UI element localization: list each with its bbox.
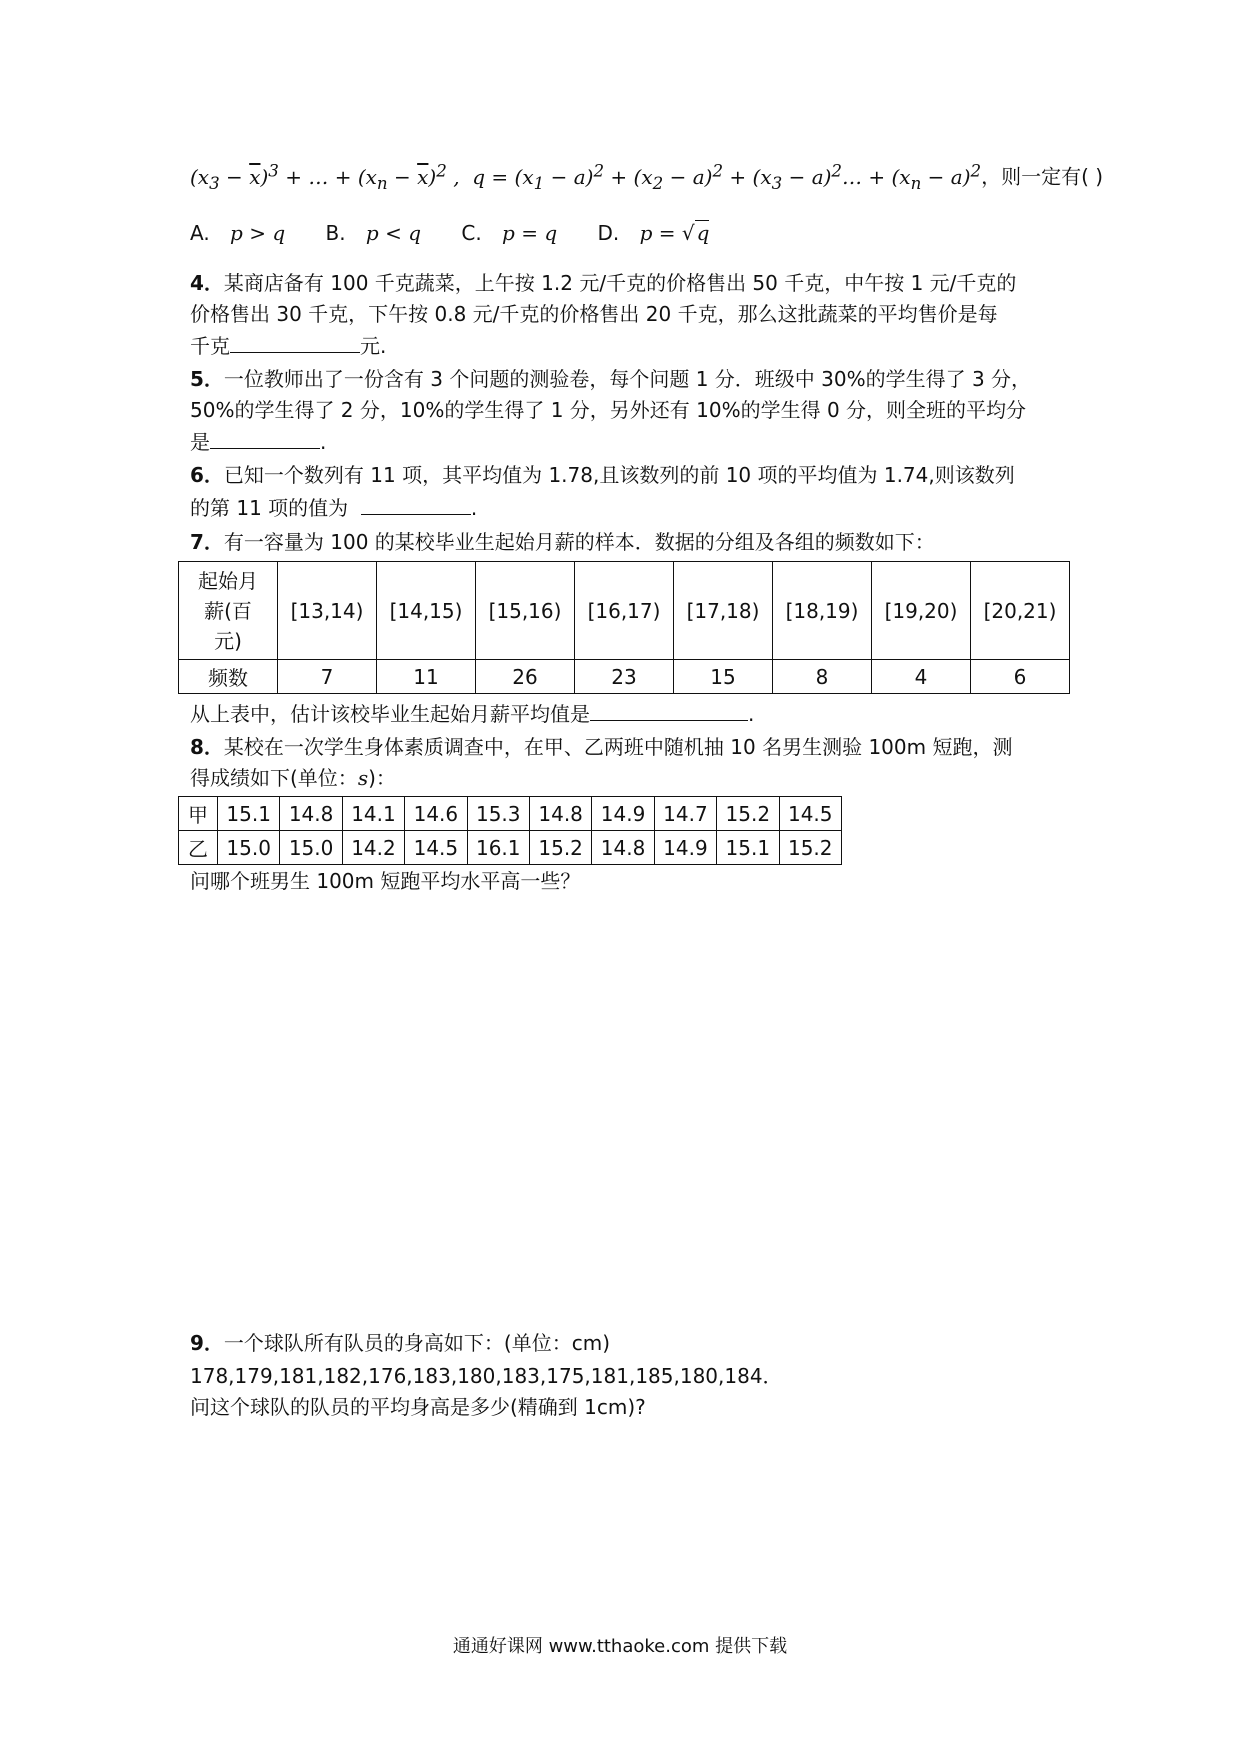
q3-option-d: p = √ q [639,221,710,245]
q6-line2-start: 的第 11 项的值为 [190,496,349,520]
sprint-cell: 16.1 [467,831,529,865]
q4-number: 4． [190,271,224,295]
q5-line3 [190,426,326,457]
sprint-cell: 14.1 [342,797,404,831]
sprint-cell: 14.9 [592,797,654,831]
q9-line3: 问这个球队的队员的平均身高是多少(精确到 1cm)? [190,1395,646,1419]
q8-text-1: 某校在一次学生身体素质调查中，在甲、乙两班中随机抽 10 名男生测验 100m 短跑，测 [223,735,1013,759]
q3-option-c: p = q [502,221,558,245]
q6-answer-blank[interactable] [361,492,471,515]
q7-after-start: 从上表中，估计该校毕业生起始月薪平均值是 [190,702,590,726]
q5-answer-blank[interactable] [210,426,320,449]
interval-cell: [17,18) [674,562,773,660]
q3-option-d-label: D. [597,221,620,245]
sprint-cell: 14.5 [779,797,841,831]
interval-cell: [20,21) [971,562,1070,660]
q5-line3-end: . [320,430,327,454]
salary-interval-row [179,562,1070,660]
q3-formula: $(x_3 - \overline{x})^3$ + … + $(x_n - \overline{x})^2$ , $q = (x_1 - a)^2 + (x_2 - a)^2 + (x_3$ − $a)^2\dots + (x_n - a)^2$ [190,161,982,193]
q9-number: 9． [190,1331,224,1355]
freq-cell: 4 [872,660,971,694]
interval-cell: [16,17) [575,562,674,660]
q8-line1 [190,732,1012,762]
q3-formula-line [190,156,1103,199]
q6-text-1: 已知一个数列有 11 项，其平均值为 1.78,且该数列的前 10 项的平均值为 1.74,则该数列 [223,463,1015,487]
sprint-cell: 14.7 [654,797,716,831]
q3-option-a-label: A. [190,221,210,245]
q3-option-a: p > q [230,221,286,245]
sprint-cell: 14.8 [280,797,342,831]
salary-header-line-2: 薪(百 [204,598,252,623]
interval-cell: [19,20) [872,562,971,660]
freq-cell: 26 [476,660,575,694]
sprint-cell: 14.5 [405,831,467,865]
q3-option-b-label: B. [325,221,346,245]
sprint-cell: 15.0 [280,831,342,865]
salary-freq-row [179,660,1070,694]
freq-cell: 8 [773,660,872,694]
q8-unit: s [357,766,369,790]
freq-cell: 6 [971,660,1070,694]
q6-number: 6． [190,463,224,487]
sprint-cell: 15.3 [467,797,529,831]
salary-header-line-1: 起始月 [198,568,258,593]
q4-line2: 价格售出 30 千克，下午按 0.8 元/千克的价格售出 20 千克，那么这批蔬菜的平均售价是每 [190,302,998,326]
q4-line1 [190,268,1016,298]
q5-line2: 50%的学生得了 2 分，10%的学生得了 1 分，另外还有 10%的学生得 0 分，则全班的平均分 [190,398,1027,422]
q9-line1 [190,1328,610,1358]
interval-cell: [15,16) [476,562,575,660]
q7-after-end: . [748,702,755,726]
q8-number: 8． [190,735,224,759]
q5-line3-start: 是 [190,430,210,454]
salary-header-line-3: 元) [214,628,242,653]
q5-number: 5． [190,367,224,391]
sprint-cell: 15.0 [218,831,280,865]
q3-option-b: p < q [365,221,421,245]
sprint-cell: 15.1 [218,797,280,831]
q9-text-1: 一个球队所有队员的身高如下：(单位：cm) [223,1331,611,1355]
q4-text-1: 某商店备有 100 千克蔬菜，上午按 1.2 元/千克的价格售出 50 千克，中午按 1 元/千克的 [223,271,1017,295]
sprint-cell: 15.2 [779,831,841,865]
interval-cell: [14,15) [377,562,476,660]
freq-cell: 15 [674,660,773,694]
freq-label-cell: 频数 [179,660,278,694]
q4-line3 [190,330,386,361]
sprint-cell: 14.8 [592,831,654,865]
q8-line2-end: )： [368,766,396,790]
freq-cell: 23 [575,660,674,694]
q8-line2-start: 得成绩如下(单位： [190,766,358,790]
q3-options [190,218,709,248]
q4-line3-start: 千克 [190,334,230,358]
q7-line1 [190,527,935,557]
salary-table [178,561,1070,694]
q4-answer-blank[interactable] [230,330,360,353]
q6-line2 [190,492,477,523]
sprint-cell: 14.2 [342,831,404,865]
sprint-row-label: 甲 [179,797,218,831]
q8-question: 问哪个班男生 100m 短跑平均水平高一些？ [190,869,581,893]
q7-answer-blank[interactable] [590,698,748,721]
sprint-cell: 14.9 [654,831,716,865]
sprint-row-label: 乙 [179,831,218,865]
q7-text-1: 有一容量为 100 的某校毕业生起始月薪的样本．数据的分组及各组的频数如下： [223,530,935,554]
page-footer: 通通好课网 www.tthaoke.com 提供下载 [452,1636,788,1657]
sprint-cell: 15.1 [717,831,779,865]
sprint-row-yi [179,831,842,865]
interval-cell: [13,14) [278,562,377,660]
q5-line1 [190,364,1031,394]
sprint-row-jia [179,797,842,831]
freq-cell: 11 [377,660,476,694]
sprint-cell: 14.8 [529,797,591,831]
q3-tail: ，则一定有( ) [981,164,1104,189]
q4-line3-end: 元. [360,334,387,358]
sprint-cell: 15.2 [717,797,779,831]
interval-cell: [18,19) [773,562,872,660]
q7-number: 7． [190,530,224,554]
q7-after [190,698,754,729]
freq-cell: 7 [278,660,377,694]
salary-header-cell [179,562,278,660]
q9-line2: 178,179,181,182,176,183,180,183,175,181,185,180,184． [190,1364,783,1388]
q5-text-1: 一位教师出了一份含有 3 个问题的测验卷，每个问题 1 分．班级中 30%的学生得了 3 分， [223,367,1032,391]
q6-line1 [190,460,1015,490]
q3-option-c-label: C. [461,221,482,245]
sprint-cell: 15.2 [529,831,591,865]
sprint-table [178,796,842,865]
q6-line2-end: . [470,496,478,520]
sprint-cell: 14.6 [405,797,467,831]
q8-line2 [190,763,396,793]
